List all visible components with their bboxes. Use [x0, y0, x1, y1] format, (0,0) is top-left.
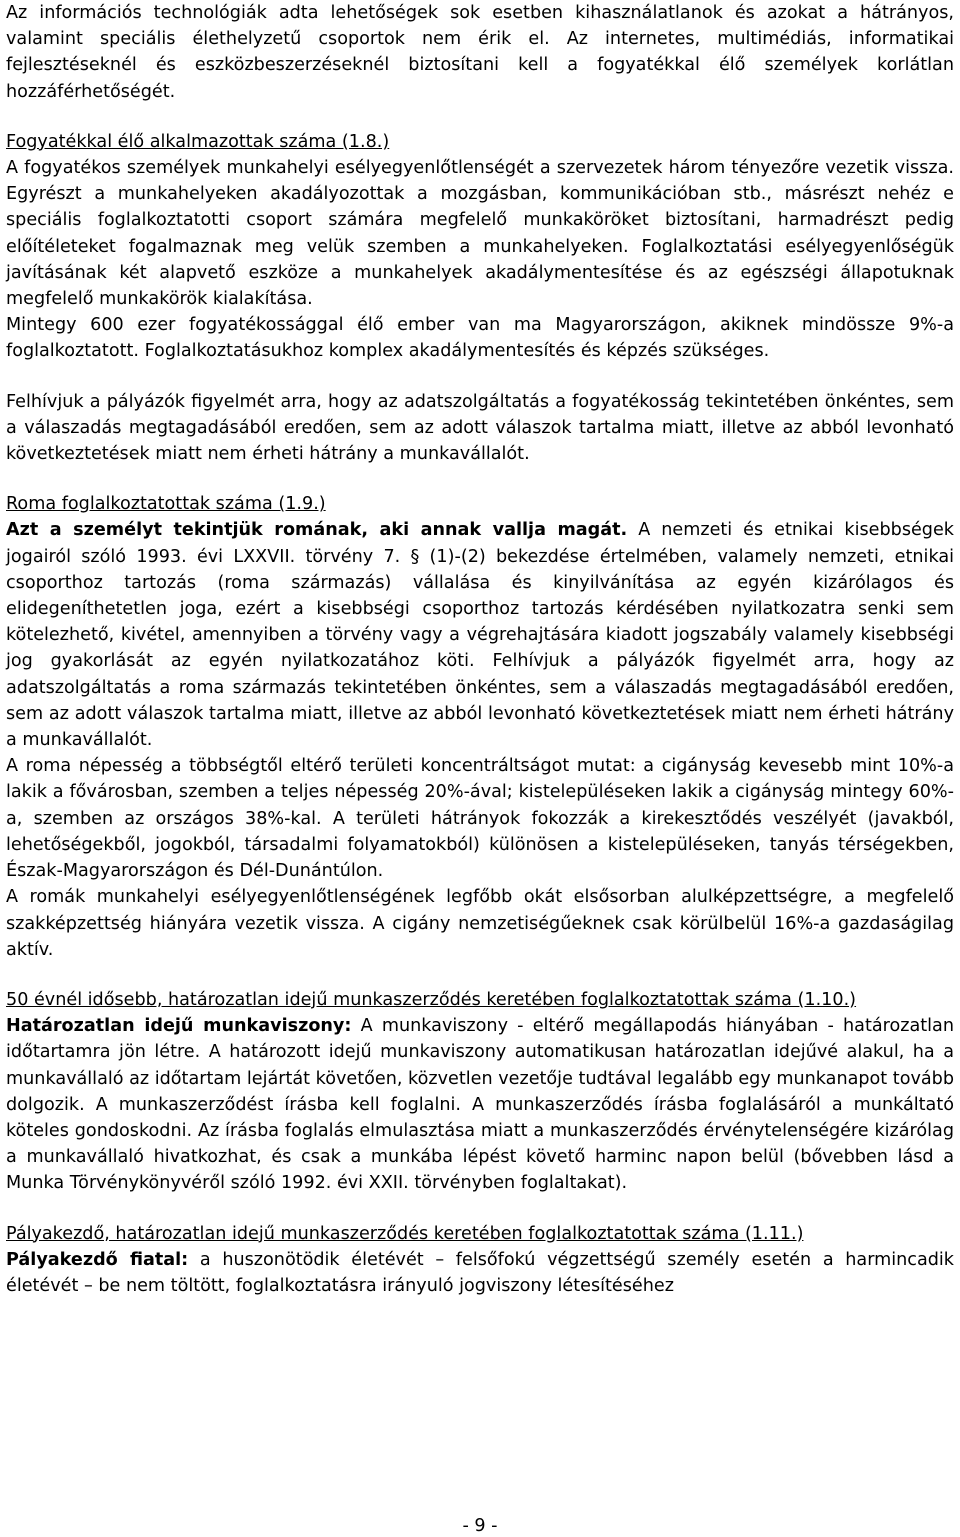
section-1-11-paragraph-text: a huszonötödik életévét – felsőfokú végzettségű személy esetén a harmincadik életévét – be nem töltött, foglalkoztatásra irányuló jogviszony létesítéséhez	[6, 1249, 954, 1296]
section-1-8-paragraph-2: Mintegy 600 ezer fogyatékossággal élő ember van ma Magyarországon, akiknek mindössze 9%-a foglalkoztatott. Foglalkoztatásukhoz komplex akadálymentesítés és képzés szükséges.	[6, 315, 954, 362]
section-1-9-paragraph-1	[6, 517, 954, 753]
spacer	[6, 467, 954, 491]
section-1-11-paragraph	[6, 1247, 954, 1299]
section-1-9-bold-lead: Azt a személyt tekintjük romának, aki annak vallja magát.	[6, 520, 628, 541]
section-1-9-paragraph-1-text: A nemzeti és etnikai kisebbségek jogairól szóló 1993. évi LXXVII. törvény 7. § (1)-(2) bekezdése értelmében, valamely nemzeti, etnikai csoporthoz tartozás (roma származás) vállalása és kinyilvánítása az egyén kizárólagos és elidegeníthetetlen joga, ezért a kisebbségi csoporthoz tartozás kérdésében nyilatkozatra senki sem kötelezhető, kivétel, amennyiben a törvény vagy a végrehajtására kiadott jogszabály valamely kisebbségi jog gyakorlását az egyén nyilatkozatához köti. Felhívjuk a pályázók figyelmét arra, hogy az adatszolgáltatás a roma származás tekintetében önkéntes, sem a válaszadás megtagadásából eredően, sem az adott válaszok tartalma miatt, illetve az abból levonható következtetések miatt nem érheti hátrány a munkavállalót.	[6, 520, 954, 751]
section-1-10-paragraph-text: A munkaviszony - eltérő megállapodás hiányában - határozatlan időtartamra jön létre. A határozott idejű munkaviszony automatikusan határozatlan idejűvé alakul, ha a munkavállaló az időtartam lejártát követően, közvetlen vezetője tudtával legalább egy munkanapot tovább dolgozik. A munkaszerződést írásba kell foglalni. A munkaszerződés írásba foglalásáról a munkáltató köteles gondoskodni. Az írásba foglalás elmulasztása miatt a munkaszerződés érvénytelenségére kizárólag a munkavállaló hivatkozhat, és csak a munkába lépést követő harminc napon belül (bővebben lásd a Munka Törvénykönyvéről szóló 1992. évi XXII. törvényben foglaltakat).	[6, 1016, 954, 1194]
section-1-9-paragraph-2: A roma népesség a többségtől eltérő területi koncentráltságot mutat: a cigányság kevesebb mint 10%-a lakik a fővárosban, szemben a teljes népesség 20%-ával; kistelepüléseken lakik a cigányság mintegy 60%-a, szemben az országos 38%-kal. A területi hátrányok fokozzák a kirekesztődés veszélyét (javakból, lehetőségekből, jogokból, társadalmi folyamatokból) különösen a kistelepüléseken, tanyás térségekben, Észak-Magyarországon és Dél-Dunántúlon.	[6, 756, 954, 882]
intro-paragraph: Az információs technológiák adta lehetőségek sok esetben kihasználatlanok és azokat a hátrányos, valamint speciális élethelyzetű csoportok nem érik el. Az internetes, multimédiás, informatikai fejlesztéseknél és eszközbeszerzéseknél biztosítani kell a fogyatékkal élő személyek korlátlan hozzáférhetőségét.	[6, 3, 954, 102]
section-heading-1-8: Fogyatékkal élő alkalmazottak száma (1.8.)	[6, 131, 390, 152]
spacer	[6, 365, 954, 389]
section-heading-1-10: 50 évnél idősebb, határozatlan idejű munkaszerződés keretében foglalkoztatottak száma (1.10.)	[6, 989, 857, 1010]
section-1-8-paragraph-3: Felhívjuk a pályázók figyelmét arra, hogy az adatszolgáltatás a fogyatékosság tekintetében önkéntes, sem a válaszadás megtagadásából eredően, sem az adott válaszok tartalma miatt, illetve az abból levonható következtetések miatt nem érheti hátrány a munkavállalót.	[6, 391, 954, 465]
section-1-11-bold-lead: Pályakezdő fiatal:	[6, 1249, 189, 1270]
spacer	[6, 963, 954, 987]
section-heading-1-11: Pályakezdő, határozatlan idejű munkaszerződés keretében foglalkoztatottak száma (1.11.)	[6, 1223, 804, 1244]
spacer	[6, 105, 954, 129]
section-1-8-paragraph-1: A fogyatékos személyek munkahelyi esélyegyenlőtlenségét a szervezetek három tényezőre vezetik vissza. Egyrészt a munkahelyeken akadályozottak a mozgásban, kommunikációban stb., másrészt nehéz e speciális foglalkoztatotti csoport számára megfelelő munkaköröket biztosítani, harmadrészt pedig előítéleteket fogalmaznak meg velük szemben a munkahelyeken. Foglalkoztatási esélyegyenlőségük javításának két alapvető eszköze a munkahelyek akadálymentesítése és az egészségi állapotuknak megfelelő munkakörök kialakítása.	[6, 158, 954, 310]
section-heading-1-9: Roma foglalkoztatottak száma (1.9.)	[6, 494, 326, 515]
section-1-10-paragraph	[6, 1013, 954, 1196]
section-1-10-bold-lead: Határozatlan idejű munkaviszony:	[6, 1016, 352, 1037]
section-1-9-paragraph-3: A romák munkahelyi esélyegyenlőtlenségének legfőbb okát elsősorban alulképzettségre, a megfelelő szakképzettség hiányára vezetik vissza. A cigány nemzetiségűeknek csak körülbelül 16%-a gazdaságilag aktív.	[6, 887, 954, 960]
document-page	[6, 0, 954, 1299]
page-number: - 9 -	[462, 1516, 498, 1536]
spacer	[6, 1197, 954, 1221]
